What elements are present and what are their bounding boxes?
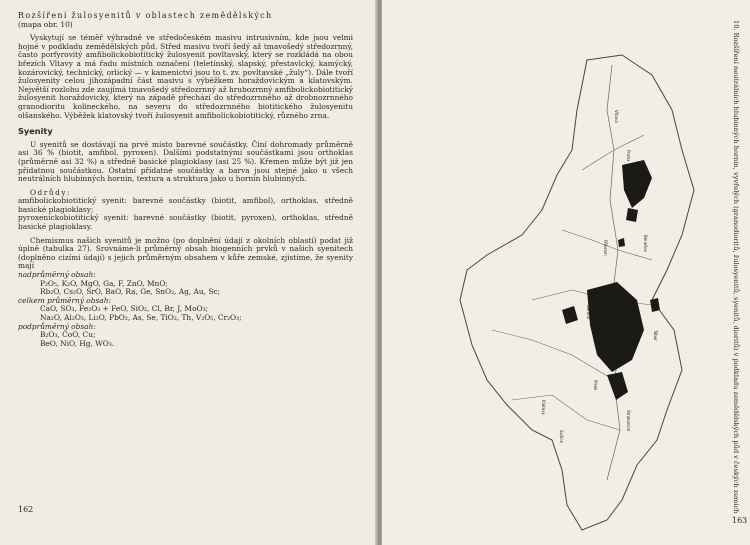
map-place-label: Sušice	[559, 430, 564, 443]
formula-line: Rb₂O, Cs₂O, SrO, BaO, Ra, Ge, SnO₂, Ag, Au, Sc;	[40, 287, 221, 297]
label-above-average: nadprůměrný obsah:	[18, 270, 96, 280]
rock-occurrence-area	[607, 372, 628, 400]
map-place-label: Tábor	[653, 330, 658, 341]
map-place-label: Beroun	[586, 305, 591, 320]
paragraph-2: U syenitů se dostávají na prvé místo barevné součástky. Činí dohromady průměrně asi 36 % (biotit, amfibol, pyroxen). Dalšími podstatnými součástkami jsou orthoklas (průměrně asi 32 %) a středně basické plagioklasy (asi 25 %). Křemen může být již jen přídatnou součástkou. Ostatní přídatné součástky a barva jsou stejné jako u všech neutrálních hlubinných hornin, textura a struktura jako u hornin hlubinných.	[18, 139, 353, 184]
rock-occurrence-area	[650, 298, 660, 312]
map-place-label: Vltava	[614, 110, 619, 123]
section-heading: Rozšíření žulosyenitů v oblastech zemědělských	[18, 11, 273, 20]
map-boundary	[460, 55, 694, 530]
right-page	[382, 0, 750, 545]
river-line	[607, 65, 622, 480]
rock-occurrence-area	[587, 282, 644, 372]
rock-occurrence-area	[622, 160, 652, 208]
page-number-right: 163	[732, 516, 748, 525]
paragraph-3: Chemismus našich syenitů je možno (po doplnění údají z okolních oblastí) podat již úplně (tabulka 27). Srovnáme-li průměrný obsah biogenních prvků v našich syenitech (doplněno cizími údají) s jejich průměrným obsahem v kůře zemské, zjistíme, že syenity mají	[18, 235, 353, 271]
formula-line: P₂O₅, K₂O, MgO, Ga, F, ZnO, MnO;	[40, 278, 168, 288]
formula-line: Na₂O, Al₂O₃, Li₂O, PbO₂, As, Se, TiO₂, Th, V₂O₅, Cr₂O₃;	[40, 313, 242, 322]
formula-line: BeO, NiO, Hg, WO₃.	[40, 338, 115, 348]
section-subheading: (mapa obr. 10)	[18, 19, 73, 29]
label-average: celkem průměrný obsah:	[18, 295, 111, 305]
page-number-left: 162	[18, 505, 34, 514]
formula-line: CaO, SO₃, Fe₂O₃ + FeO, SiO₂, Cl, Br, J, MoO₃;	[40, 304, 209, 314]
paragraph-1: Vyskytují se téměř výhradně ve středočeském masivu intrusivním, kde jsou velmi hojné v podkladu zemědělských půd. Střed masivu tvoří šedý až tmavošedý středozrnný, často porfyrovitý amfibolickobiotitický žulosyenit povltavský, který se rozkládá na obou březích Vltavy a má řadu místních označení (teletínský, slapský, přestavlcký, kamýcký, kozárovický, technický, orlický — v kamenictví jsou to t. zv. povltavské „žuly“). Dále tvoří žulosyenity celou jihozápadní část masivu s výběžkem horaždovickým a klatovským. Největší rozlohu zde zaujímá tmavošedý středozrnný až hrubozrnný amfibolickobiotitický žulosyenit horaždovický, který na západě přechází do středozrnného až drobnozrnného granodioritu kolineckého, na severu do středozrnného biotitického žulosyenitu olšanského. Výběžek klatovský tvoří žulosyenit amfibolickobiotitický, různého zrna.	[18, 33, 353, 120]
figure-caption: 10. Rozšíření neutrálních hlubinných hornin, vyvřelých (granodioritů, žulosyenitů, syenitů, dioritů) v podkladu zemědělských půd v českých zemích	[732, 20, 740, 514]
variety-2: pyroxenickobiotitický syenit: barevné součástky (biotit, pyroxen), orthoklas, středně basické plagioklasy.	[18, 213, 353, 232]
rock-occurrence-area	[562, 306, 578, 324]
label-below-average: podprůměrný obsah:	[18, 321, 96, 331]
varieties-label: Odrůdy:	[30, 187, 71, 197]
map-place-label: Benešov	[643, 235, 648, 253]
section-title: Syenity	[18, 126, 53, 137]
text-column	[18, 12, 353, 348]
river-line	[512, 395, 620, 430]
map-place-label: Praha	[626, 150, 631, 162]
map-place-label: Klatovy	[541, 400, 546, 415]
rock-occurrence-area	[626, 208, 638, 222]
formula-line: B₂O₃, CoO, Cu;	[40, 330, 96, 340]
rock-occurrence-area	[618, 238, 625, 247]
distribution-map	[382, 0, 750, 545]
map-place-label: Písek	[593, 380, 598, 391]
map-place-label: Příbram	[603, 240, 608, 256]
variety-1: amfibolickobiotitický syenit: barevné součástky (biotit, amfibol), orthoklas, středně basické plagioklasy;	[18, 196, 353, 214]
map-place-label: Strakonice	[626, 410, 631, 432]
